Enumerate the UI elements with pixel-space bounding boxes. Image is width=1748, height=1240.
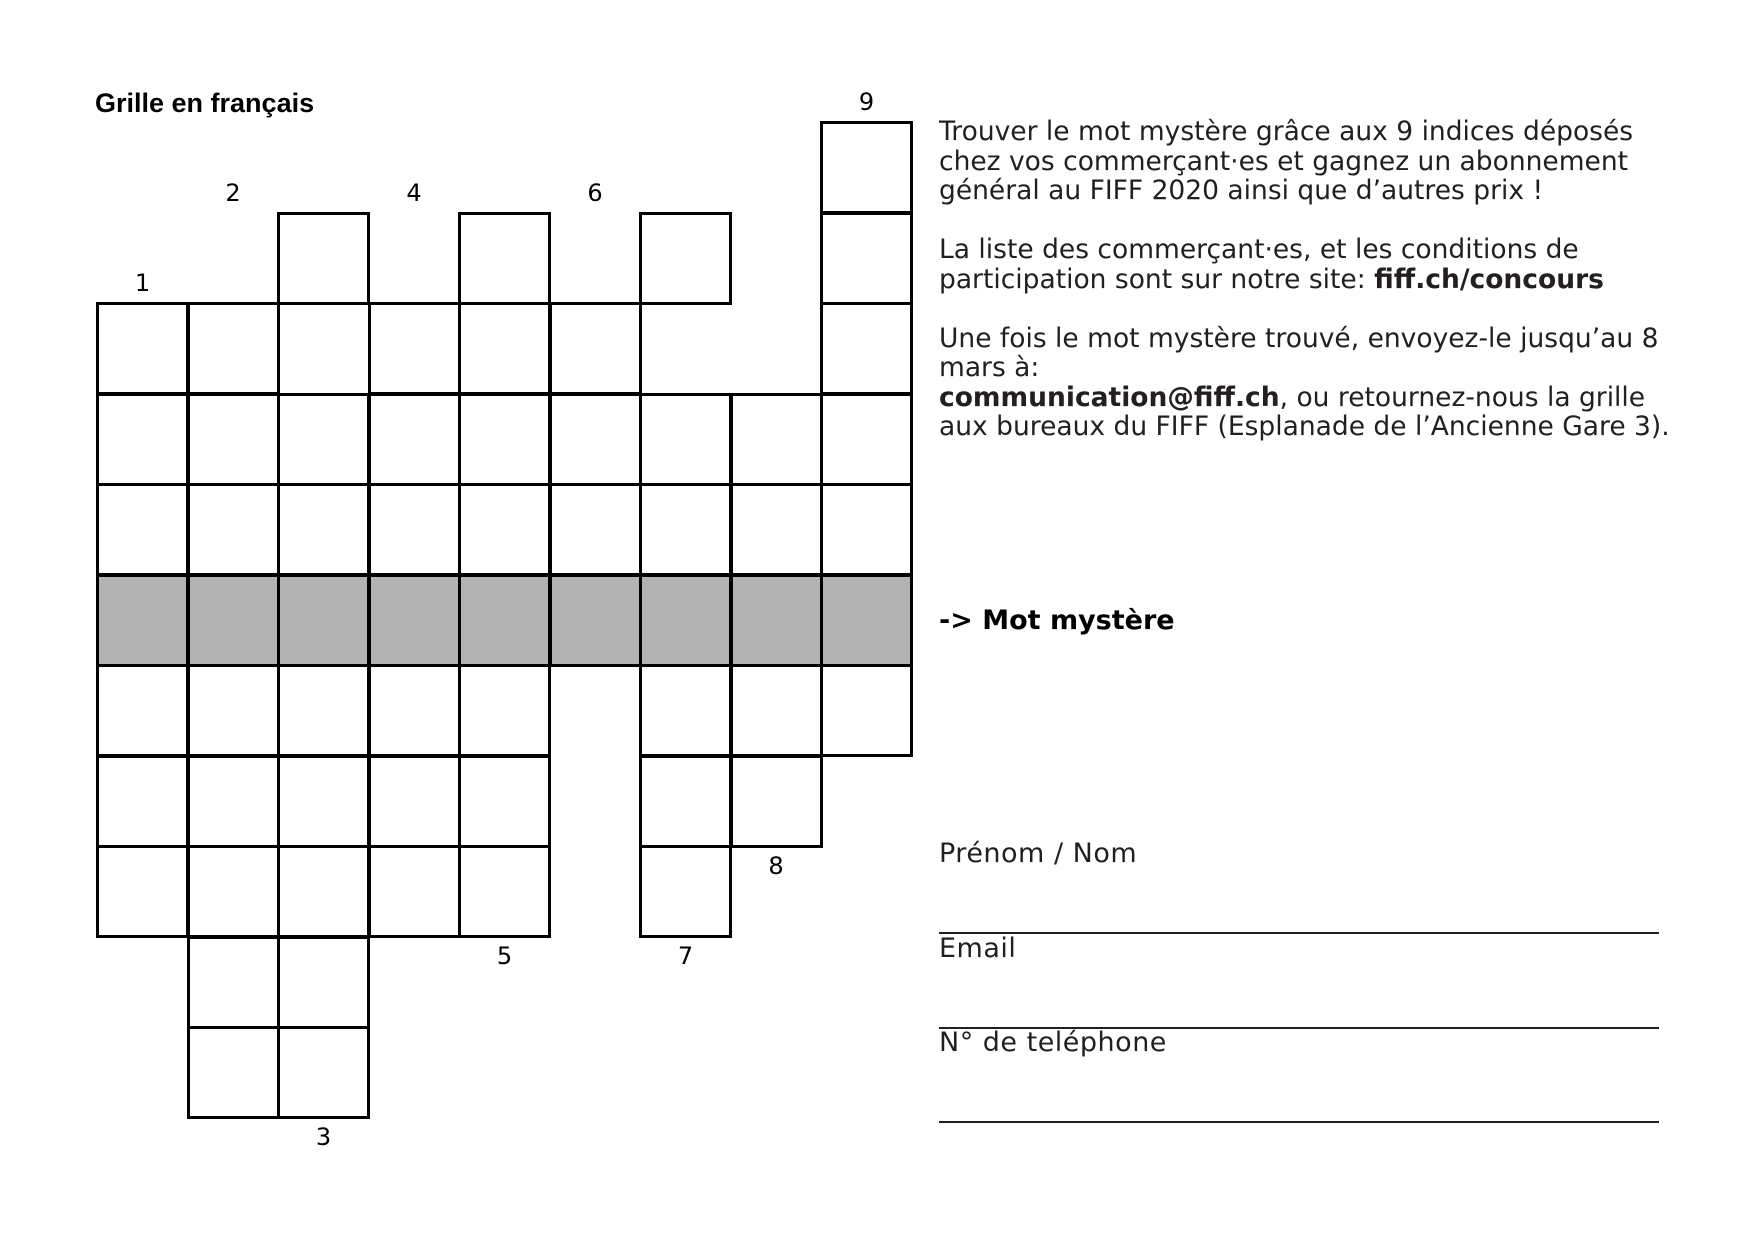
grid-cell[interactable] bbox=[820, 212, 913, 305]
grid-cell[interactable] bbox=[187, 936, 280, 1029]
grid-cell[interactable] bbox=[730, 393, 823, 486]
contest-link[interactable]: fiff.ch/concours bbox=[1374, 263, 1604, 295]
grid-cell[interactable] bbox=[730, 483, 823, 576]
grid-cell[interactable] bbox=[639, 483, 732, 576]
grid-cell[interactable] bbox=[730, 664, 823, 757]
grid-cell[interactable] bbox=[96, 483, 189, 576]
grid-cell[interactable] bbox=[96, 845, 189, 938]
grid-cell[interactable] bbox=[549, 302, 642, 395]
contact-email[interactable]: communication@fiff.ch bbox=[939, 381, 1280, 413]
grid-cell[interactable] bbox=[96, 664, 189, 757]
mystery-word-label: -> Mot mystère bbox=[939, 605, 1175, 636]
grid-title: Grille en français bbox=[95, 88, 315, 118]
clue-number-4: 4 bbox=[406, 178, 422, 207]
grid-cell[interactable] bbox=[187, 1026, 280, 1119]
mystery-cell[interactable] bbox=[368, 574, 461, 667]
grid-cell[interactable] bbox=[639, 393, 732, 486]
grid-cell[interactable] bbox=[549, 393, 642, 486]
grid-cell[interactable] bbox=[187, 755, 280, 848]
clue-number-3: 3 bbox=[315, 1123, 332, 1151]
grid-cell[interactable] bbox=[730, 755, 823, 848]
grid-cell[interactable] bbox=[368, 302, 461, 395]
name-label: Prénom / Nom bbox=[939, 838, 1138, 869]
grid-cell[interactable] bbox=[277, 845, 370, 938]
grid-cell[interactable] bbox=[187, 845, 280, 938]
clue-number-6: 6 bbox=[587, 178, 603, 207]
grid-cell[interactable] bbox=[96, 302, 189, 395]
grid-cell[interactable] bbox=[820, 121, 913, 214]
clue-number-8: 8 bbox=[768, 851, 784, 880]
instructions bbox=[939, 117, 1679, 471]
grid-cell[interactable] bbox=[639, 755, 732, 848]
mystery-cell[interactable] bbox=[187, 574, 280, 667]
grid-cell[interactable] bbox=[458, 755, 551, 848]
grid-cell[interactable] bbox=[820, 483, 913, 576]
grid-cell[interactable] bbox=[187, 483, 280, 576]
clue-number-7: 7 bbox=[677, 942, 694, 970]
email-label: Email bbox=[939, 933, 1017, 964]
phone-label: N° de teléphone bbox=[939, 1027, 1167, 1058]
mystery-cell[interactable] bbox=[277, 574, 370, 667]
grid-cell[interactable] bbox=[187, 302, 280, 395]
grid-cell[interactable] bbox=[820, 393, 913, 486]
grid-cell[interactable] bbox=[277, 664, 370, 757]
grid-cell[interactable] bbox=[458, 302, 551, 395]
grid-cell[interactable] bbox=[458, 483, 551, 576]
clue-number-5: 5 bbox=[496, 942, 513, 970]
phone-line[interactable] bbox=[939, 1121, 1659, 1123]
mystery-cell[interactable] bbox=[549, 574, 642, 667]
mystery-cell[interactable] bbox=[639, 574, 732, 667]
grid-cell[interactable] bbox=[277, 936, 370, 1029]
clue-number-2: 2 bbox=[225, 178, 241, 207]
grid-cell[interactable] bbox=[96, 393, 189, 486]
mystery-cell[interactable] bbox=[96, 574, 189, 667]
grid-cell[interactable] bbox=[96, 755, 189, 848]
grid-cell[interactable] bbox=[277, 212, 370, 305]
email-field[interactable] bbox=[939, 933, 1659, 1033]
instructions-intro: Trouver le mot mystère grâce aux 9 indices déposés chez vos commerçant·es et gagnez un abonnement général au FIFF 2020 ainsi que d’autres prix ! bbox=[939, 116, 1634, 206]
conditions-text: La liste des commerçant·es, et les conditions de participation sont sur notre site: bbox=[939, 234, 1579, 295]
grid-cell[interactable] bbox=[458, 664, 551, 757]
grid-cell[interactable] bbox=[187, 664, 280, 757]
grid-cell[interactable] bbox=[277, 755, 370, 848]
clue-number-9: 9 bbox=[858, 88, 875, 116]
grid-cell[interactable] bbox=[277, 1026, 370, 1119]
grid-cell[interactable] bbox=[368, 845, 461, 938]
phone-field[interactable] bbox=[939, 1027, 1659, 1127]
grid-cell[interactable] bbox=[458, 845, 551, 938]
grid-cell[interactable] bbox=[549, 483, 642, 576]
grid-cell[interactable] bbox=[368, 393, 461, 486]
grid-cell[interactable] bbox=[368, 483, 461, 576]
grid-cell[interactable] bbox=[277, 483, 370, 576]
instructions-return bbox=[939, 383, 1679, 442]
grid-cell[interactable] bbox=[458, 393, 551, 486]
grid-cell[interactable] bbox=[368, 755, 461, 848]
grid-cell[interactable] bbox=[820, 302, 913, 395]
grid-cell[interactable] bbox=[277, 393, 370, 486]
grid-cell[interactable] bbox=[187, 393, 280, 486]
name-field[interactable] bbox=[939, 838, 1659, 938]
grid-cell[interactable] bbox=[820, 664, 913, 757]
grid-cell[interactable] bbox=[368, 664, 461, 757]
instructions-deadline: Une fois le mot mystère trouvé, envoyez-le jusqu’au 8 mars à: bbox=[939, 322, 1659, 383]
mystery-cell[interactable] bbox=[820, 574, 913, 667]
grid-cell[interactable] bbox=[458, 212, 551, 305]
grid-cell[interactable] bbox=[639, 845, 732, 938]
clue-number-1: 1 bbox=[134, 269, 151, 297]
grid-cell[interactable] bbox=[639, 212, 732, 305]
return-text: , ou retournez-nous la grille aux bureaux du FIFF (Esplanade de l’Ancienne Gare 3). bbox=[939, 381, 1670, 442]
mystery-cell[interactable] bbox=[730, 574, 823, 667]
instructions-conditions bbox=[939, 235, 1679, 294]
grid-cell[interactable] bbox=[639, 664, 732, 757]
mystery-cell[interactable] bbox=[458, 574, 551, 667]
